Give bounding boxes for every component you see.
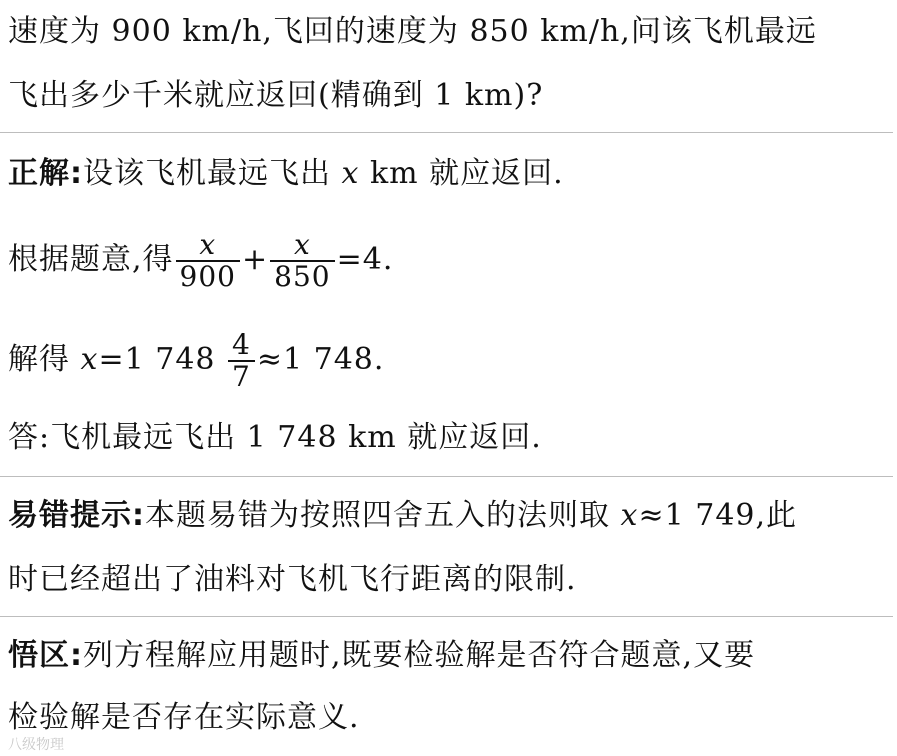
fraction-numerator: x: [176, 230, 240, 262]
insight-colon: :: [70, 638, 83, 673]
problem-line-1: 速度为 900 km/h,飞回的速度为 850 km/h,问该飞机最远: [8, 14, 817, 49]
error-tip-label: 易错提示: [8, 498, 132, 533]
fraction-denominator: 900: [179, 260, 236, 293]
insight-label: 悟区: [8, 638, 70, 673]
insight-line-2: 检验解是否存在实际意义.: [8, 700, 360, 735]
solve-approx: ≈1 748.: [256, 342, 385, 377]
plus-sign: +: [242, 242, 269, 277]
variable-x: x: [341, 156, 360, 191]
variable-x: x: [80, 342, 99, 377]
error-tip-text-pre: 本题易错为按照四舍五入的法则取: [145, 498, 621, 533]
answer-line: 答:飞机最远飞出 1 748 km 就应返回.: [8, 420, 542, 455]
error-tip-line-2: 时已经超出了油料对飞机飞行距离的限制.: [8, 562, 577, 597]
fraction-x-over-850: [270, 230, 334, 292]
fraction-numerator: 4: [228, 330, 255, 362]
solution-intro: [8, 156, 564, 192]
mixed-fraction: [228, 330, 255, 392]
solve-line: [8, 328, 384, 392]
watermark: 八级物理: [8, 737, 64, 753]
fraction-denominator: 7: [232, 360, 251, 393]
solution-line-pre: 设该飞机最远飞出: [83, 156, 342, 191]
equation-result: =4.: [336, 242, 394, 277]
insight-text: 列方程解应用题时,既要检验解是否符合题意,又要: [83, 638, 756, 673]
problem-line-2: 飞出多少千米就应返回(精确到 1 km)?: [8, 78, 544, 113]
divider: [0, 476, 893, 477]
fraction-numerator: x: [270, 230, 334, 262]
equation-line: [8, 228, 394, 293]
error-tip-line-1: [8, 498, 797, 534]
equation-intro: 根据题意,得: [8, 242, 174, 277]
solution-colon: :: [70, 156, 83, 191]
solve-value: =1 748: [98, 342, 227, 377]
solution-line-post: km 就应返回.: [359, 156, 564, 191]
error-tip-text-post: ≈1 749,此: [638, 498, 798, 533]
divider: [0, 616, 893, 617]
insight-line-1: [8, 638, 755, 674]
error-tip-colon: :: [132, 498, 145, 533]
solution-label: 正解: [8, 156, 70, 191]
divider: [0, 132, 893, 133]
fraction-x-over-900: [176, 230, 240, 292]
solve-intro: 解得: [8, 342, 81, 377]
fraction-denominator: 850: [274, 260, 331, 293]
variable-x: x: [620, 498, 639, 533]
